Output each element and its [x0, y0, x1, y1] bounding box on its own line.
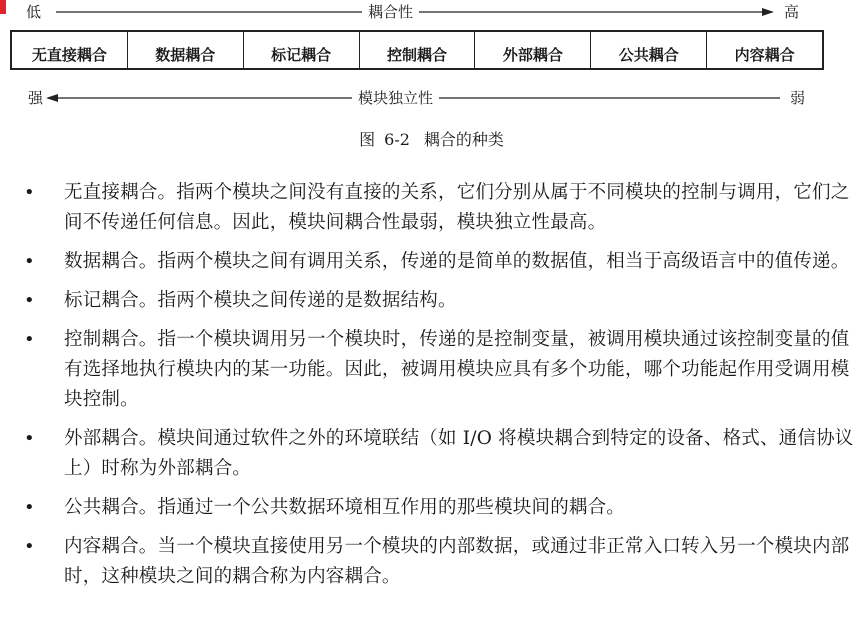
axis-low-label: 低 — [26, 3, 42, 21]
bullet-icon: • — [24, 428, 35, 449]
bullet-icon: • — [24, 329, 35, 350]
figure-caption — [0, 128, 863, 152]
bullet-icon: • — [24, 497, 35, 518]
coupling-axis-title: 耦合性 — [362, 0, 419, 24]
coupling-description-list — [0, 178, 863, 601]
list-item-text: 标记耦合。指两个模块之间传递的是数据结构。 — [64, 290, 457, 311]
list-item — [0, 178, 863, 238]
list-item — [0, 286, 863, 316]
coupling-type-cell: 公共耦合 — [591, 32, 707, 68]
coupling-type-cell: 外部耦合 — [475, 32, 591, 68]
coupling-type-cell: 内容耦合 — [734, 45, 795, 64]
list-item — [0, 424, 863, 484]
coupling-types-table — [10, 30, 824, 70]
independence-axis-title: 模块独立性 — [352, 86, 439, 110]
list-item-text: 公共耦合。指通过一个公共数据环境相互作用的那些模块间的耦合。 — [64, 497, 626, 518]
coupling-axis-arrow — [0, 0, 863, 24]
axis-weak-label: 弱 — [790, 89, 806, 107]
list-item — [0, 532, 863, 592]
axis-strong-label: 强 — [28, 89, 44, 107]
caption-number: 图 6-2 — [359, 130, 410, 149]
list-item-text: 无直接耦合。指两个模块之间没有直接的关系，它们分别从属于不同模块的控制与调用，它们之间不传递任何信息。因此，模块间耦合性最弱，模块独立性最高。 — [64, 182, 850, 233]
list-item-text: 控制耦合。指一个模块调用另一个模块时，传递的是控制变量，被调用模块通过该控制变量的值有选择地执行模块内的某一功能。因此，被调用模块应具有多个功能，哪个功能起作用受调用模块控制。 — [64, 329, 850, 410]
list-item — [0, 325, 863, 415]
axis-high-label: 高 — [784, 3, 800, 21]
bullet-icon: • — [24, 536, 35, 557]
coupling-type-cell: 标记耦合 — [244, 32, 360, 68]
list-item-text: 内容耦合。当一个模块直接使用另一个模块的内部数据，或通过非正常入口转入另一个模块内部时，这种模块之间的耦合称为内容耦合。 — [64, 536, 850, 587]
coupling-axis — [0, 0, 863, 24]
list-item — [0, 493, 863, 523]
coupling-type-cell: 数据耦合 — [128, 32, 244, 68]
bullet-icon: • — [24, 182, 35, 203]
coupling-type-cell: 控制耦合 — [360, 32, 476, 68]
bullet-icon: • — [24, 251, 35, 272]
coupling-type-cell: 无直接耦合 — [12, 32, 128, 68]
caption-text: 耦合的种类 — [423, 130, 504, 149]
bullet-icon: • — [24, 290, 35, 311]
list-item-text: 外部耦合。模块间通过软件之外的环境联结（如 I/O 将模块耦合到特定的设备、格式、通信协议上）时称为外部耦合。 — [64, 428, 854, 479]
independence-axis — [0, 86, 863, 110]
list-item — [0, 247, 863, 277]
list-item-text: 数据耦合。指两个模块之间有调用关系，传递的是简单的数据值，相当于高级语言中的值传递。 — [64, 251, 850, 272]
